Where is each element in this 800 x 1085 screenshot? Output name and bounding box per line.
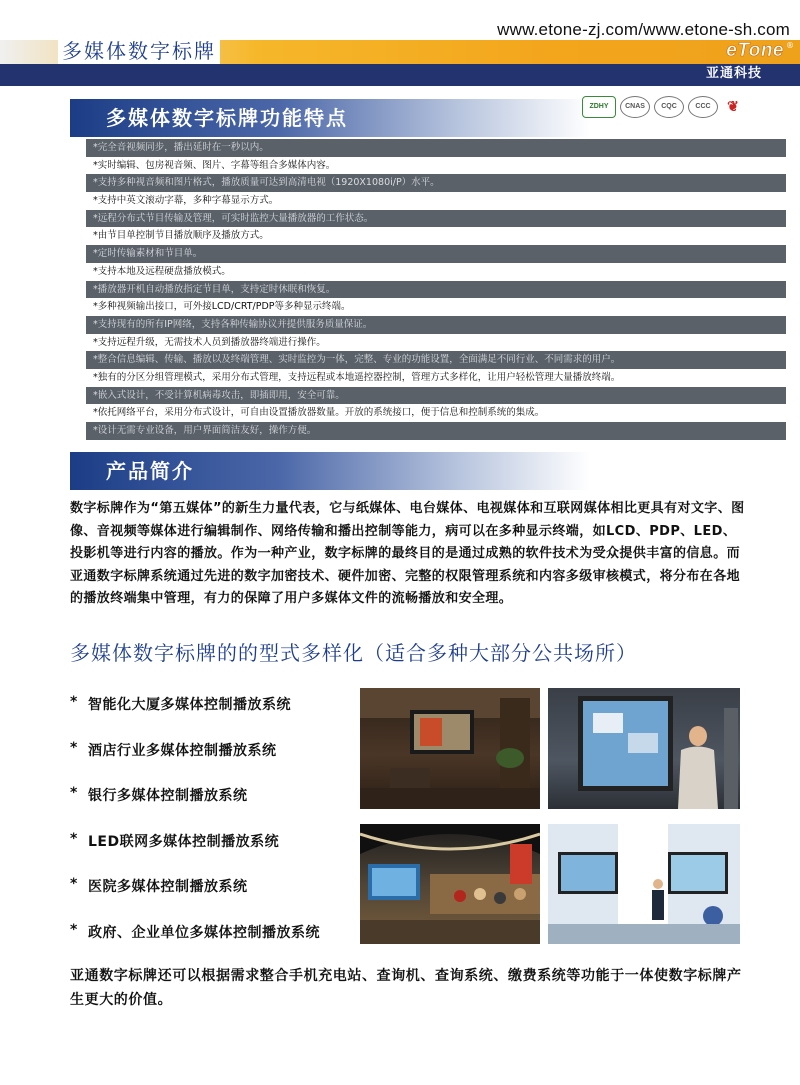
bullet-mark: *	[70, 785, 78, 802]
feature-item: *播放器开机自动播放指定节目单，支持定时休眠和恢复。	[86, 281, 786, 299]
list-item	[70, 740, 320, 786]
feature-item: *依托网络平台，采用分布式设计，可自由设置播放器数量。开放的系统接口，便于信息和控制系统的集成。	[86, 404, 786, 422]
system-label: 酒店行业多媒体控制播放系统	[88, 742, 277, 759]
feature-item: *完全音视频同步，播出延时在一秒以内。	[86, 139, 786, 157]
outro-paragraph: 亚通数字标牌还可以根据需求整合手机充电站、查询机、查询系统、缴费系统等功能于一体使数字标牌产生更大的价值。	[70, 968, 742, 1008]
bullet-mark: *	[70, 830, 78, 847]
feature-item: *支持现有的所有IP网络，支持各种传输协议并提供服务质量保证。	[86, 316, 786, 334]
bullet-mark: *	[70, 694, 78, 710]
cqc-cert-icon: CQC	[654, 96, 684, 118]
intro-paragraph: 数字标牌作为“第五媒体”的新生力量代表，它与纸媒体、电台媒体、电视媒体和互联网媒体相比更具有对文字、图像、音视频等媒体进行编辑制作、网络传输和播出控制等能力，病可以在多种显示终端，如LCD、PDP、LED、投影机等进行内容的播放。作为一种产业，数字标牌的最终目的是通过成熟的软件技术为受众提供丰富的信息。而亚通数字标牌系统通过先进的数字加密技术、硬件加密、完整的权限管理系统和内容多级审核模式，将分布在各地的播放终端集中管理，有力的保障了用户多媒体文件的流畅播放和安全理。	[70, 501, 745, 606]
award-leaf-icon: ❦	[727, 98, 739, 114]
feature-item: *实时编辑、包房视音频、图片、字幕等组合多媒体内容。	[86, 157, 786, 175]
cnas-cert-icon: CNAS	[620, 96, 650, 118]
ccc-cert-icon: CCC	[688, 96, 718, 118]
feature-item: *独有的分区分组管理模式，采用分布式管理，支持远程或本地遥控器控制，管理方式多样化，让用户轻松管理大量播放终端。	[86, 369, 786, 387]
bullet-mark: *	[70, 876, 78, 893]
registered-mark-icon: ®	[786, 41, 794, 50]
page-title: 多媒体数字标牌	[58, 38, 220, 64]
certification-logos	[582, 96, 744, 118]
feature-item: *多种视频输出接口，可外接LCD/CRT/PDP等多种显示终端。	[86, 298, 786, 316]
feature-item: *设计无需专业设备，用户界面简洁友好，操作方便。	[86, 422, 786, 440]
bullet-mark: *	[70, 921, 78, 938]
feature-item: *定时传输素材和节目单。	[86, 245, 786, 263]
feature-list	[86, 139, 786, 440]
list-item	[70, 785, 320, 831]
feature-item: *支持多种视音频和图片格式，播放质量可达到高清电视（1920X1080i/P）水平。	[86, 174, 786, 192]
etone-logo: eTone	[726, 40, 784, 61]
header-url: www.etone-zj.com/www.etone-sh.com	[497, 20, 790, 39]
system-label: LED联网多媒体控制播放系统	[88, 833, 280, 850]
intro-heading: 产品简介	[70, 452, 590, 490]
feature-item: *由节目单控制节目播放顺序及播放方式。	[86, 227, 786, 245]
features-heading: 多媒体数字标牌功能特点	[70, 99, 590, 137]
system-label: 银行多媒体控制播放系统	[88, 788, 248, 805]
lobby-display-photo	[360, 688, 540, 809]
system-list	[70, 694, 320, 968]
feature-item: *支持本地及远程硬盘播放模式。	[86, 263, 786, 281]
list-item	[70, 831, 320, 877]
subway-station-photo	[360, 824, 540, 944]
company-name: 亚通科技	[705, 66, 762, 81]
zdhy-cert-icon: ZDHY	[582, 96, 616, 118]
system-label: 医院多媒体控制播放系统	[88, 879, 248, 896]
system-label: 政府、企业单位多媒体控制播放系统	[88, 924, 320, 941]
header-stripe	[0, 64, 800, 86]
feature-item: *嵌入式设计，不受计算机病毒攻击，即插即用，安全可靠。	[86, 387, 786, 405]
feature-item: *整合信息编辑、传输、播放以及终端管理、实时监控为一体，完整、专业的功能设置，全面满足不同行业、不同需求的用户。	[86, 351, 786, 369]
list-item	[70, 922, 320, 968]
system-label: 智能化大厦多媒体控制播放系统	[88, 697, 291, 713]
list-item	[70, 694, 320, 740]
bullet-mark: *	[70, 739, 78, 756]
forms-heading: 多媒体数字标牌的的型式多样化（适合多种大部分公共场所）	[70, 641, 637, 665]
feature-item: *远程分布式节目传输及管理，可实时监控大量播放器的工作状态。	[86, 210, 786, 228]
touchscreen-kiosk-photo	[548, 688, 740, 809]
exhibition-screens-photo	[548, 824, 740, 944]
feature-item: *支持远程升级，无需技术人员到播放器终端进行操作。	[86, 334, 786, 352]
list-item	[70, 876, 320, 922]
feature-item: *支持中英文滚动字幕，多种字幕显示方式。	[86, 192, 786, 210]
